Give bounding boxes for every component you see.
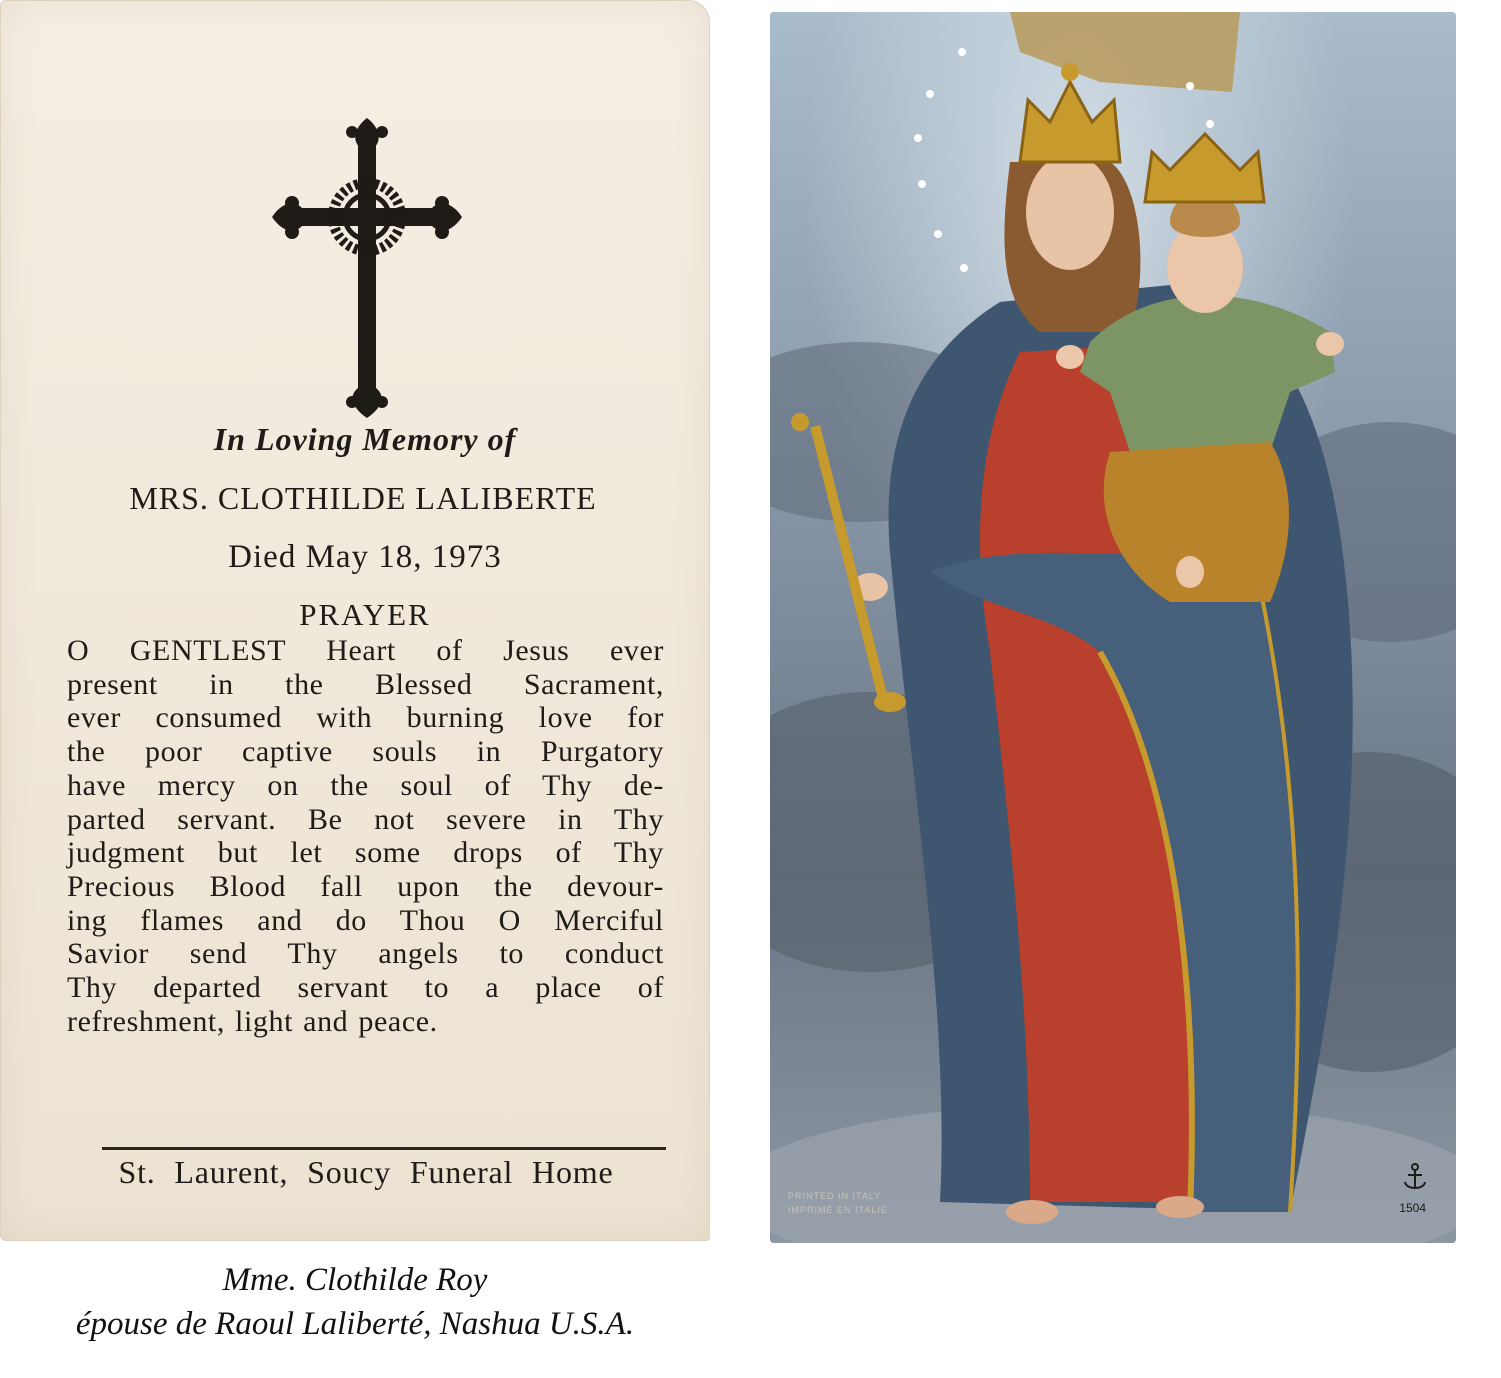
memory-heading: In Loving Memory of: [213, 421, 517, 457]
prayer-line: the poor captive souls in Purgatory: [67, 735, 664, 769]
cross-icon: [272, 118, 462, 418]
deceased-name: MRS. CLOTHILDE LALIBERTE: [129, 480, 597, 516]
prayer-title: PRAYER: [299, 597, 431, 632]
prayer-line: O GENTLEST Heart of Jesus ever: [67, 634, 664, 667]
prayer-line: judgment but let some drops of Thy: [67, 836, 664, 870]
divider: [102, 1147, 666, 1150]
prayer-line: ing flames and do Thou O Merciful: [67, 903, 664, 937]
memorial-card-back: [0, 0, 710, 1241]
caption: [0, 1258, 710, 1346]
caption-line-2: épouse de Raoul Laliberté, Nashua U.S.A.: [75, 1306, 635, 1342]
prayer-text: [67, 634, 664, 1038]
death-date: Died May 18, 1973: [228, 539, 502, 575]
prayer-line: Savior send Thy angels to conduct: [67, 937, 664, 971]
prayer-line: present in the Blessed Sacrament,: [67, 667, 664, 701]
prayer-line: Precious Blood fall upon the devour-: [67, 869, 664, 903]
madonna-and-child-illustration: [770, 12, 1456, 1243]
anchor-icon: [1402, 1163, 1428, 1193]
funeral-home: St. Laurent, Soucy Funeral Home: [118, 1154, 614, 1190]
prayer-line: Thy departed servant to a place of: [67, 971, 664, 1005]
imprint-line-french: IMPRIMÉ EN ITALIE: [788, 1205, 888, 1215]
printed-in-italy-imprint: [788, 1189, 888, 1217]
prayer-line: refreshment, light and peace.: [67, 1004, 438, 1038]
prayer-line: ever consumed with burning love for: [67, 701, 664, 735]
caption-line-1: Mme. Clothilde Roy: [222, 1262, 488, 1298]
catalog-number: 1504: [1399, 1201, 1426, 1215]
holy-image-card: [770, 12, 1456, 1243]
imprint-line-english: PRINTED IN ITALY: [788, 1191, 882, 1201]
prayer-line: parted servant. Be not severe in Thy: [67, 802, 664, 836]
prayer-line: have mercy on the soul of Thy de-: [67, 768, 664, 802]
